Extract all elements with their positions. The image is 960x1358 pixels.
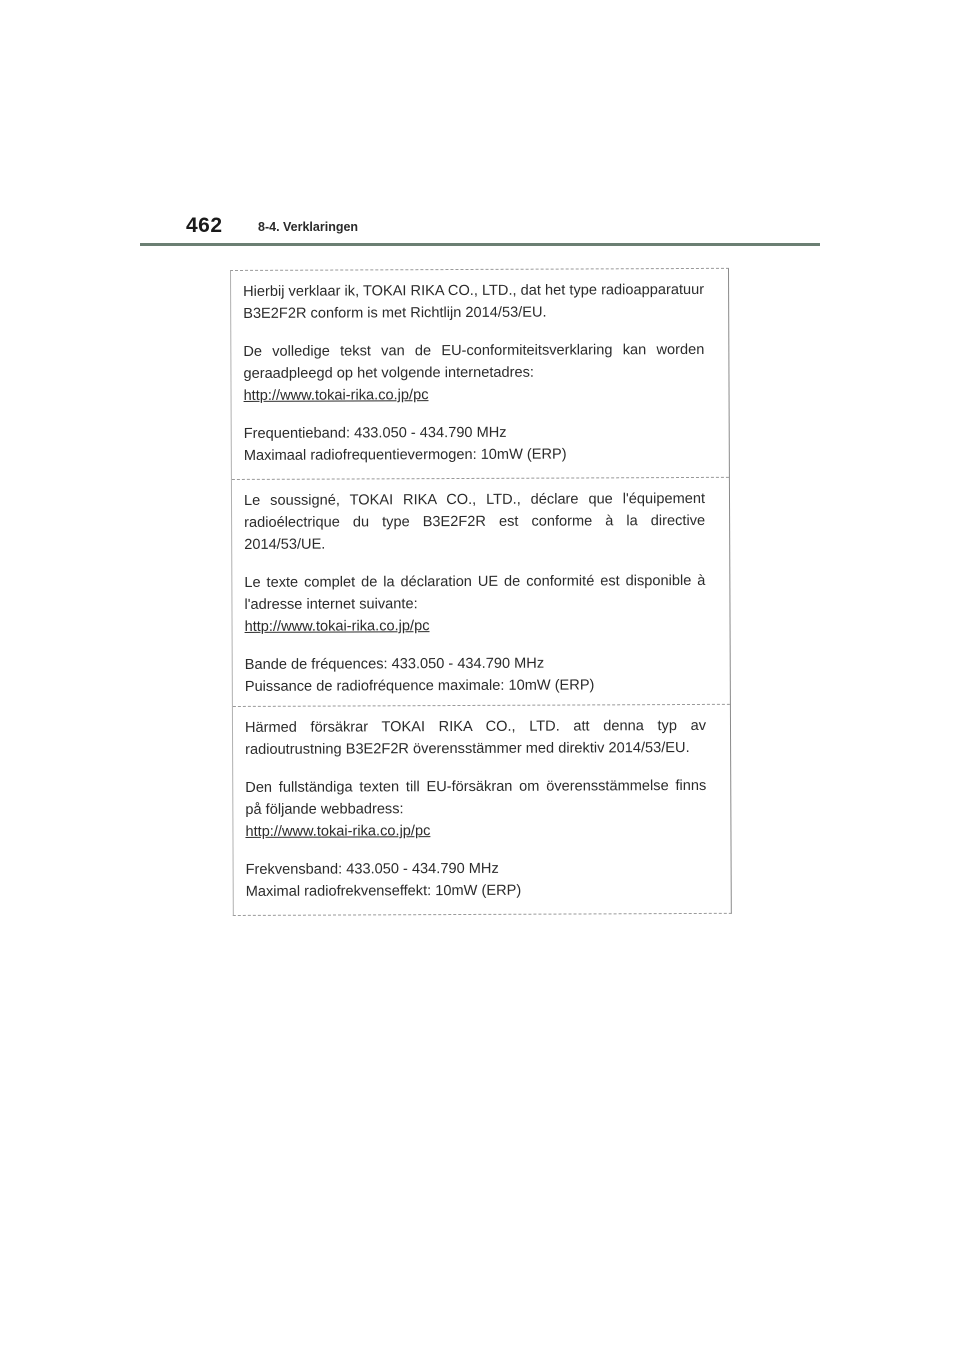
declaration-full-text [245,775,706,843]
declaration-full-text-label: Le texte complet de la déclaration UE de conformité est disponible à l'adresse internet suivante: [244,572,706,613]
declaration-url-link[interactable]: http://www.tokai-rika.co.jp/pc [244,618,430,635]
declaration-full-text [243,339,704,407]
declaration-french [232,477,730,706]
frequency-band: Frequentieband: 433.050 - 434.790 MHz [243,424,507,442]
frequency-band: Frekvensband: 433.050 - 434.790 MHz [245,860,499,878]
page-header [186,214,822,242]
declaration-url-link[interactable]: http://www.tokai-rika.co.jp/pc [243,387,429,404]
declaration-url-link[interactable]: http://www.tokai-rika.co.jp/pc [245,823,431,840]
section-title: 8-4. Verklaringen [258,220,359,234]
header-divider [140,243,820,246]
declaration-full-text-label: Den fullständiga texten till EU-försäkran om överensstämmelse finns på följande webbadress: [245,777,707,818]
declaration-scan [230,268,732,916]
declaration-full-text-label: De volledige tekst van de EU-conformiteitsverklaring kan worden geraadpleegd op het volgende internetadres: [243,341,705,382]
declaration-full-text [244,570,705,638]
max-power: Maximal radiofrekvenseffekt: 10mW (ERP) [245,882,522,900]
max-power: Puissance de radiofréquence maximale: 10mW (ERP) [244,677,595,695]
max-power: Maximaal radiofrequentievermogen: 10mW (ERP) [243,446,567,464]
declaration-statement: Le soussigné, TOKAI RIKA CO., LTD., déclare que l'équipement radioélectrique du type B3E2F2R est conforme à la directive 2014/53/UE. [243,490,706,553]
declaration-swedish [233,704,731,915]
declaration-dutch [231,269,729,479]
frequency-band: Bande de fréquences: 433.050 - 434.790 MHz [244,655,545,673]
page-number: 462 [186,214,223,237]
declaration-statement: Hierbij verklaar ik, TOKAI RIKA CO., LTD., dat het type radioapparatuur B3E2F2R conform is met Richtlijn 2014/53/EU. [243,281,705,322]
declaration-statement: Härmed försäkrar TOKAI RIKA CO., LTD. att denna typ av radioutrustning B3E2F2R överensstämmer med direktiv 2014/53/EU. [244,717,707,758]
